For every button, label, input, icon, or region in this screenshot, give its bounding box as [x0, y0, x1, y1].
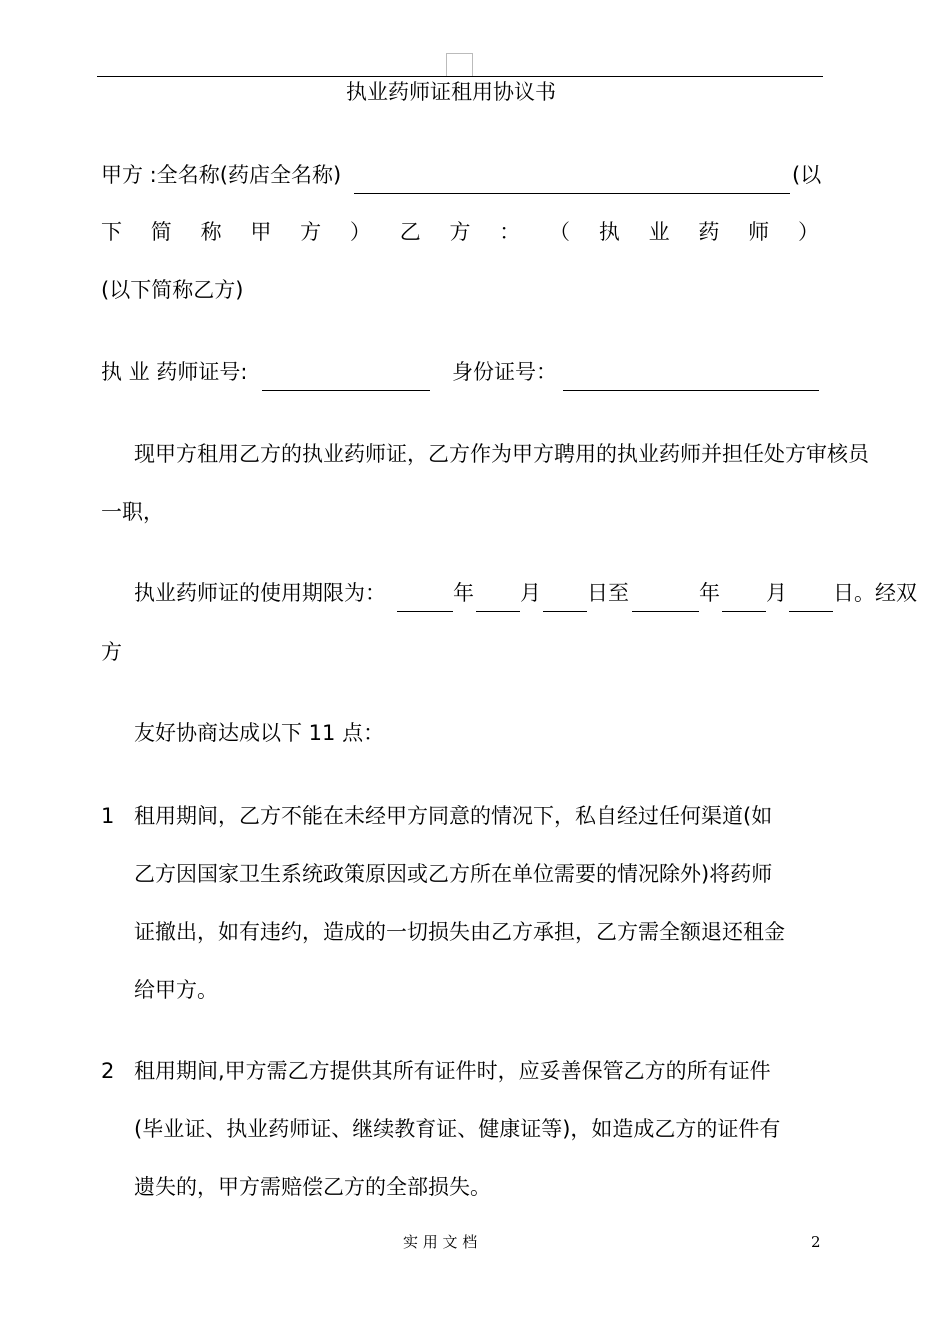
justified-char: ： [499, 220, 521, 244]
period-line2: 方 [101, 640, 122, 664]
period-day1-blank[interactable] [543, 611, 587, 612]
period-day2-blank[interactable] [789, 611, 833, 612]
party-a-label: 甲方 :全名称(药店全名称) [101, 163, 342, 187]
period-month2-blank[interactable] [722, 611, 766, 612]
header-rule [97, 76, 823, 77]
clause2-line: (毕业证、执业药师证、继续教育证、健康证等)，如造成乙方的证件有 [134, 1117, 781, 1141]
period-end: 日。经双 [833, 581, 917, 605]
justified-char: 下 [101, 220, 122, 244]
clause1-line: 给甲方。 [134, 978, 218, 1002]
para1-line2: 一职， [101, 500, 164, 524]
justified-char: 方 [300, 220, 322, 244]
party-a-suffix: (以 [792, 163, 822, 187]
period-label: 执业药师证的使用期限为： [134, 581, 386, 605]
justified-char: ） [797, 220, 819, 244]
document-title: 执业药师证租用协议书 [346, 80, 556, 104]
party-a-name-blank[interactable] [354, 193, 790, 194]
justified-char: 称 [200, 220, 222, 244]
para1-line1: 现甲方租用乙方的执业药师证，乙方作为甲方聘用的执业药师并担任处方审核员 [134, 442, 869, 466]
justified-char: 甲 [250, 220, 272, 244]
period-month2: 月 [766, 581, 787, 605]
agreement-intro: 友好协商达成以下 11 点： [134, 721, 385, 745]
period-year2: 年 [699, 581, 720, 605]
header-box [446, 53, 473, 76]
justified-char: 乙 [399, 220, 421, 244]
justified-char: （ [549, 220, 571, 244]
justified-char: 执 [598, 220, 620, 244]
justified-char: 业 [648, 220, 670, 244]
license-number-blank[interactable] [262, 390, 430, 391]
page-number: 2 [811, 1233, 821, 1251]
justified-char: 方 [449, 220, 471, 244]
clause2-number: 2 [101, 1059, 115, 1083]
period-year1: 年 [453, 581, 474, 605]
clause1-line: 租用期间，乙方不能在未经甲方同意的情况下，私自经过任何渠道(如 [134, 804, 773, 828]
period-year1-blank[interactable] [397, 611, 453, 612]
clause2-line: 租用期间,甲方需乙方提供其所有证件时，应妥善保管乙方的所有证件 [134, 1059, 771, 1083]
justified-char: 简 [150, 220, 172, 244]
clause2-line: 遗失的，甲方需赔偿乙方的全部损失。 [134, 1175, 491, 1199]
period-day-to: 日至 [587, 581, 629, 605]
clause1-number: 1 [101, 804, 115, 828]
justified-char: 药 [698, 220, 720, 244]
footer-label: 实 用 文 档 [403, 1233, 478, 1251]
justified-line [101, 220, 819, 244]
period-month1-blank[interactable] [476, 611, 520, 612]
justified-char: 师 [748, 220, 770, 244]
id-number-blank[interactable] [563, 390, 819, 391]
clause1-line: 乙方因国家卫生系统政策原因或乙方所在单位需要的情况除外)将药师 [134, 862, 773, 886]
clause1-line: 证撤出，如有违约，造成的一切损失由乙方承担，乙方需全额退还租金 [134, 920, 785, 944]
license-label: 执 业 药师证号: [101, 360, 248, 384]
party-b-suffix: (以下简称乙方) [101, 278, 244, 302]
period-month1: 月 [520, 581, 541, 605]
period-year2-blank[interactable] [632, 611, 699, 612]
id-label: 身份证号： [452, 360, 557, 384]
justified-char: ） [349, 220, 371, 244]
